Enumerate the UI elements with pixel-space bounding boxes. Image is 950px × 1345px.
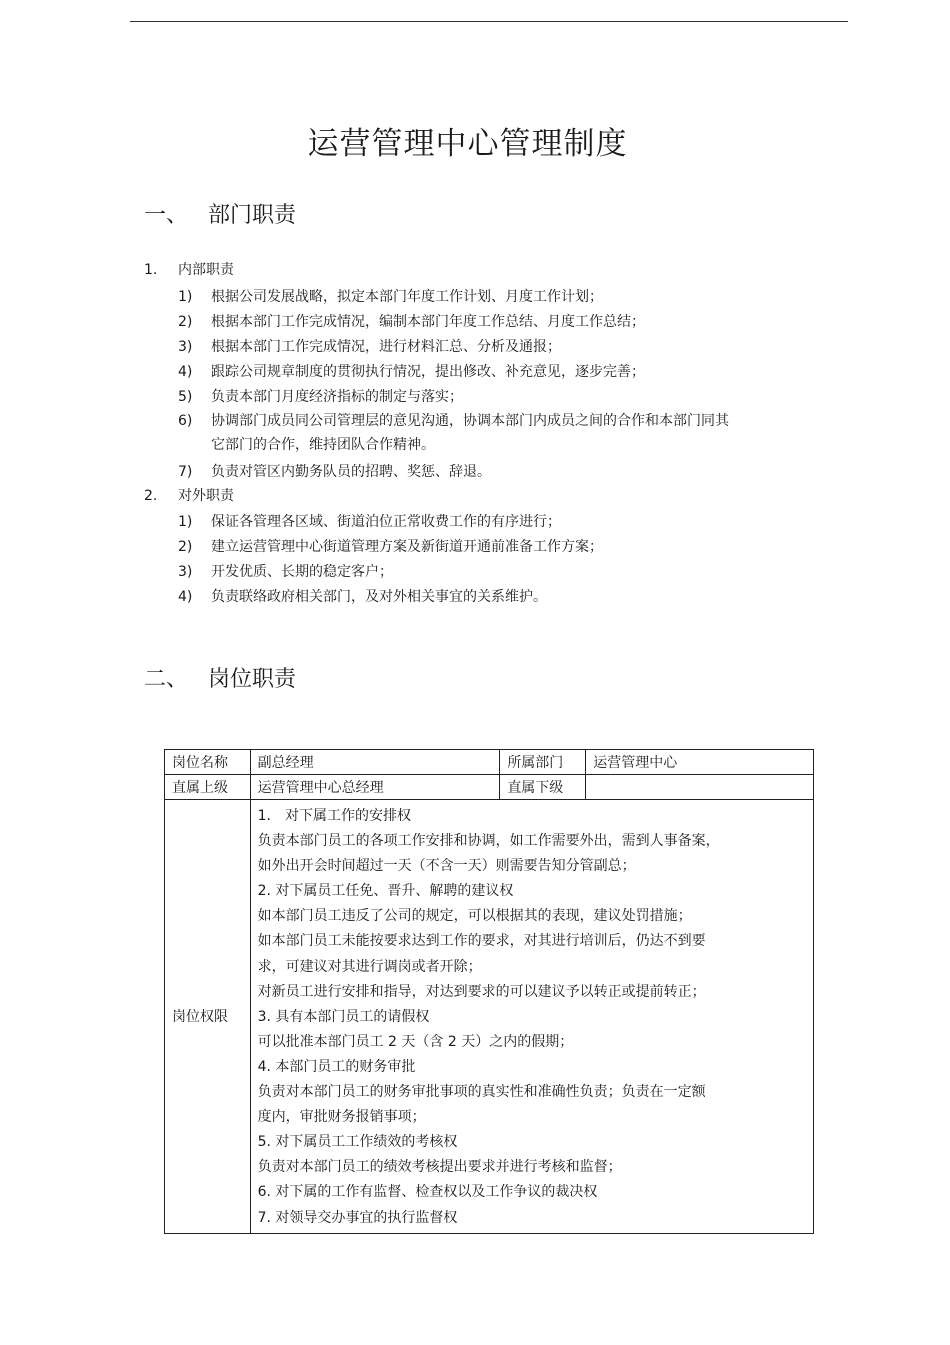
list-item	[178, 510, 758, 534]
table-row	[165, 800, 814, 1234]
subordinate-label: 直属下级	[500, 775, 586, 800]
item-text: 协调部门成员同公司管理层的意见沟通，协调本部门内成员之间的合作和本部门同其它部门的合作，维持团队合作精神。	[211, 413, 729, 453]
rights-line: 负责对本部门员工的绩效考核提出要求并进行考核和监督；	[257, 1159, 622, 1176]
item-number: 1)	[178, 289, 193, 305]
section-number: 二、	[144, 667, 189, 692]
rights-line: 负责本部门员工的各项工作安排和协调，如工作需要外出，需到人事备案，	[257, 833, 720, 850]
rights-line: 如本部门员工违反了公司的规定，可以根据其的表现，建议处罚措施；	[257, 908, 692, 925]
rights-line: 2. 对下属员工任免、晋升、解聘的建议权	[257, 883, 514, 900]
item-number: 1)	[178, 514, 193, 530]
subheading-number: 1.	[144, 262, 158, 278]
section-heading-post	[144, 662, 296, 693]
rights-line: 可以批准本部门员工 2 天（含 2 天）之内的假期；	[257, 1033, 574, 1050]
post-name-value: 副总经理	[250, 750, 500, 775]
list-item	[178, 285, 758, 309]
item-text: 开发优质、长期的稳定客户；	[211, 564, 393, 580]
post-name-label: 岗位名称	[165, 750, 251, 775]
table-row	[165, 750, 814, 775]
dept-label: 所属部门	[500, 750, 586, 775]
item-number: 3)	[178, 339, 193, 355]
section-heading-dept	[144, 198, 296, 229]
rights-line: 6. 对下属的工作有监督、检查权以及工作争议的裁决权	[257, 1184, 598, 1201]
item-number: 4)	[178, 589, 193, 605]
item-number: 6)	[178, 413, 193, 429]
subheading-title: 内部职责	[178, 262, 234, 278]
rights-line: 求，可建议对其进行调岗或者开除；	[257, 958, 482, 975]
subheading-number: 2.	[144, 488, 158, 504]
superior-value: 运营管理中心总经理	[250, 775, 500, 800]
rights-line: 度内，审批财务报销事项；	[257, 1109, 426, 1126]
item-number: 3)	[178, 564, 193, 580]
section-title: 岗位职责	[208, 667, 297, 692]
list-item	[178, 360, 758, 384]
list-item	[178, 585, 758, 609]
rights-line: 负责对本部门员工的财务审批事项的真实性和准确性负责；负责在一定额	[257, 1084, 706, 1101]
item-text: 跟踪公司规章制度的贯彻执行情况，提出修改、补充意见，逐步完善；	[211, 364, 645, 380]
item-text: 建立运营管理中心街道管理方案及新街道开通前准备工作方案；	[211, 539, 603, 555]
rights-line: 5. 对下属员工工作绩效的考核权	[257, 1134, 458, 1151]
list-item	[178, 335, 758, 359]
item-text: 根据本部门工作完成情况，进行材料汇总、分析及通报；	[211, 339, 561, 355]
subheading-title: 对外职责	[178, 488, 234, 504]
rights-line: 如外出开会时间超过一天（不含一天）则需要告知分管副总；	[257, 858, 636, 875]
item-text: 负责对管区内勤务队员的招聘、奖惩、辞退。	[211, 464, 491, 480]
rights-line: 4. 本部门员工的财务审批	[257, 1058, 416, 1075]
document-title: 运营管理中心管理制度	[307, 126, 628, 162]
list-item	[178, 409, 738, 457]
subheading-internal	[144, 259, 234, 279]
subheading-external	[144, 485, 234, 505]
item-number: 2)	[178, 314, 193, 330]
item-text: 保证各管理各区域、街道泊位正常收费工作的有序进行；	[211, 514, 561, 530]
item-text: 负责本部门月度经济指标的制定与落实；	[211, 389, 463, 405]
section-number: 一、	[144, 203, 189, 228]
list-item	[178, 310, 758, 334]
rights-content	[250, 800, 813, 1234]
item-number: 4)	[178, 364, 193, 380]
item-number: 5)	[178, 389, 193, 405]
dept-value: 运营管理中心	[586, 750, 814, 775]
list-item	[178, 460, 758, 484]
header-rule	[130, 21, 848, 22]
item-number: 7)	[178, 464, 193, 480]
item-text: 根据公司发展战略，拟定本部门年度工作计划、月度工作计划；	[211, 289, 603, 305]
rights-line: 对新员工进行安排和指导，对达到要求的可以建议予以转正或提前转正；	[257, 983, 706, 1000]
superior-label: 直属上级	[165, 775, 251, 800]
post-duty-table	[164, 749, 814, 1234]
item-text: 根据本部门工作完成情况，编制本部门年度工作总结、月度工作总结；	[211, 314, 645, 330]
rights-line: 如本部门员工未能按要求达到工作的要求，对其进行培训后，仍达不到要	[257, 933, 706, 950]
rights-line: 7. 对领导交办事宜的执行监督权	[257, 1209, 458, 1226]
list-item	[178, 560, 758, 584]
item-number: 2)	[178, 539, 193, 555]
list-item	[178, 535, 758, 559]
subordinate-value	[586, 775, 814, 800]
item-text: 负责联络政府相关部门，及对外相关事宜的关系维护。	[211, 589, 547, 605]
table-row	[165, 775, 814, 800]
rights-line: 1． 对下属工作的安排权	[257, 808, 411, 824]
rights-label: 岗位权限	[165, 800, 251, 1234]
rights-line: 3. 具有本部门员工的请假权	[257, 1008, 430, 1025]
list-item	[178, 385, 758, 409]
section-title: 部门职责	[208, 203, 297, 228]
